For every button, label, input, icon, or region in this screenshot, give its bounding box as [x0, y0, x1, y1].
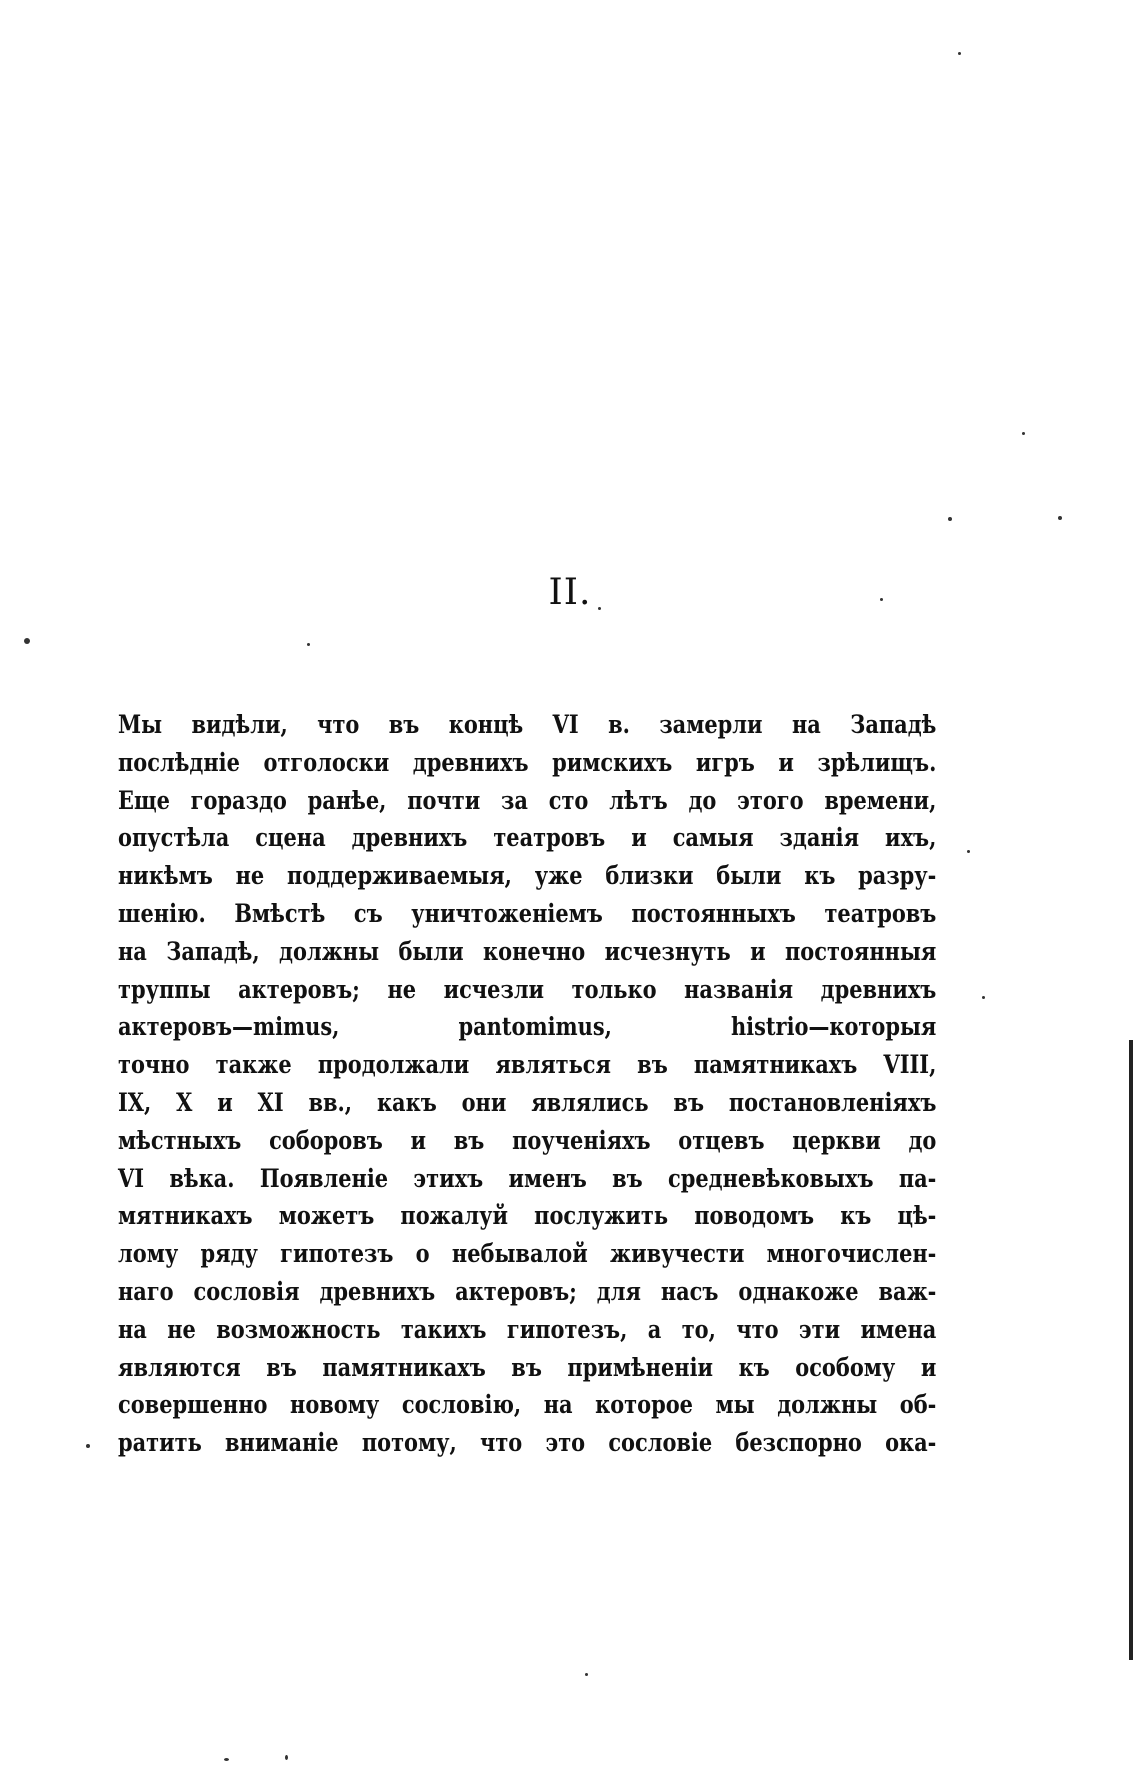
scan-speck	[86, 1444, 90, 1448]
text-line: послѣдніе отголоски древнихъ римскихъ игръ и зрѣлищъ.	[118, 747, 937, 778]
text-line: Мы видѣли, что въ концѣ VI в. замерли на Западѣ	[118, 710, 937, 740]
text-line: актеровъ—mimus, pantomimus, histrio—которыя	[118, 1012, 937, 1043]
text-line: никѣмъ не поддерживаемыя, уже близки были къ разру-	[118, 861, 937, 892]
scan-speck	[585, 1673, 588, 1676]
text-line: Еще гораздо ранѣе, почти за сто лѣтъ до этого времени,	[118, 785, 937, 816]
text-line: являются въ памятникахъ въ примѣненіи къ особому и	[118, 1352, 937, 1383]
scan-speck	[958, 52, 961, 55]
text-line: на не возможность такихъ гипотезъ, а то, что эти имена	[118, 1314, 937, 1345]
text-line: мятникахъ можетъ пожалуй послужить поводомъ къ цѣ-	[118, 1201, 937, 1232]
text-line: опустѣла сцена древнихъ театровъ и самыя зданія ихъ,	[118, 823, 937, 854]
page-edge-shadow	[1129, 1040, 1133, 1660]
scan-speck	[948, 517, 952, 521]
text-line: точно также продолжали являться въ памятникахъ VIII,	[118, 1050, 937, 1081]
paragraph	[118, 707, 937, 1463]
scan-speck	[1058, 516, 1062, 520]
chapter-heading: II.	[548, 572, 592, 613]
text-line: лому ряду гипотезъ о небывалой живучести многочислен-	[118, 1239, 937, 1270]
text-line: IX, X и XI вв., какъ они являлись въ постановленіяхъ	[118, 1087, 937, 1118]
text-line: труппы актеровъ; не исчезли только названія древнихъ	[118, 974, 937, 1005]
text-line: ратить вниманіе потому, что это сословіе безспорно ока-	[118, 1428, 937, 1459]
text-line: VI вѣка. Появленіе этихъ именъ въ средневѣковыхъ па-	[118, 1163, 937, 1194]
scan-speck	[982, 996, 985, 999]
scan-speck	[24, 638, 30, 644]
scan-speck	[1022, 432, 1025, 435]
text-line: на Западѣ, должны были конечно исчезнуть и постоянныя	[118, 936, 937, 967]
scan-speck	[598, 607, 601, 610]
scan-speck	[967, 850, 970, 853]
text-line: мѣстныхъ соборовъ и въ поученіяхъ отцевъ церкви до	[118, 1125, 937, 1156]
text-line: наго сословія древнихъ актеровъ; для насъ однакоже важ-	[118, 1276, 937, 1307]
text-line: совершенно новому сословію, на которое мы должны об-	[118, 1390, 937, 1421]
scan-speck	[880, 598, 883, 601]
text-line: шенію. Вмѣстѣ съ уничтоженіемъ постоянныхъ театровъ	[118, 898, 937, 929]
scan-speck	[285, 1755, 288, 1760]
scan-speck	[224, 1758, 229, 1761]
scan-speck	[307, 643, 310, 646]
